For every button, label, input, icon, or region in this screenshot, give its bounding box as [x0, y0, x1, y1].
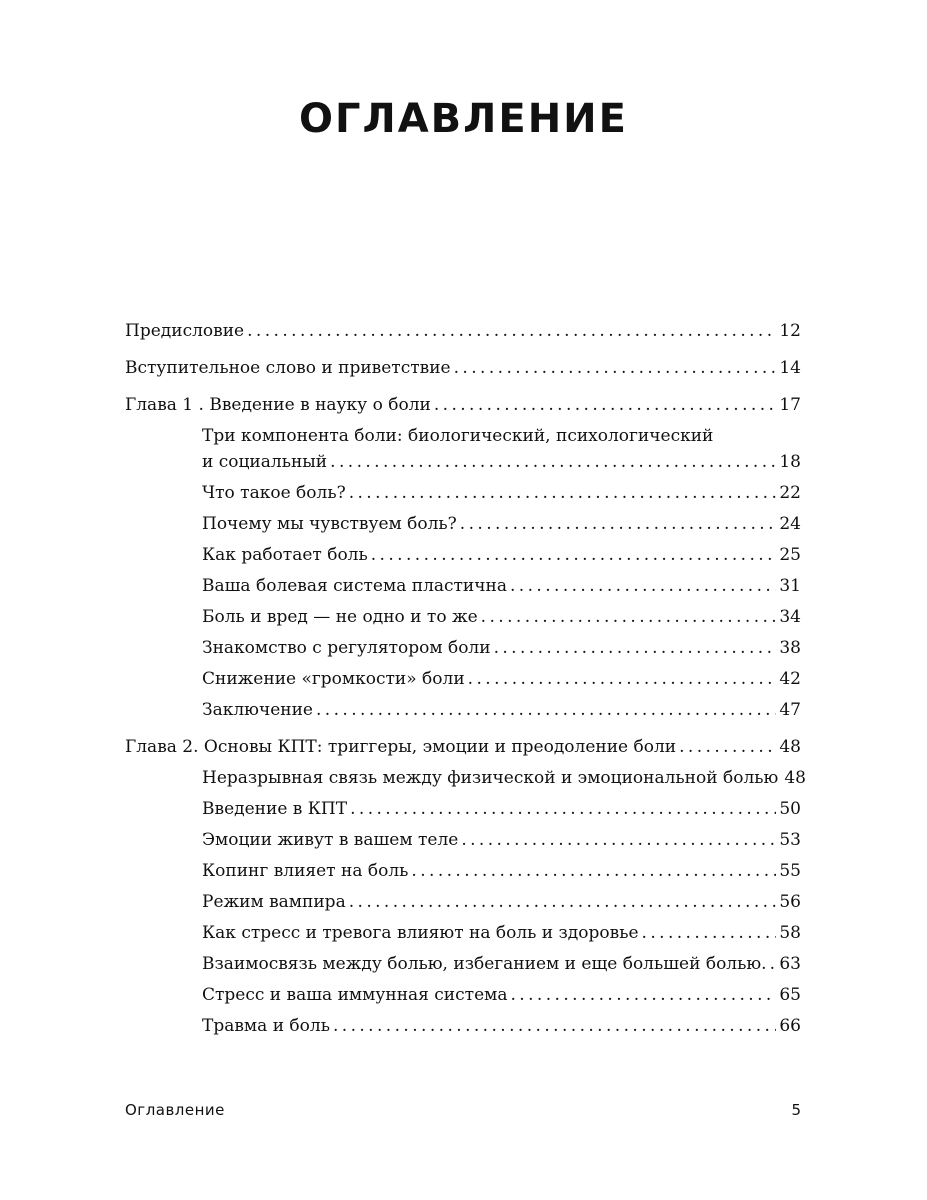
toc-entry[interactable] [125, 573, 801, 599]
toc-entry-page: 42 [779, 669, 801, 689]
toc-entry-page: 25 [779, 545, 801, 565]
dot-leader [770, 951, 777, 977]
toc-entry-page: 12 [779, 321, 801, 341]
toc-entry[interactable] [125, 765, 806, 791]
dot-leader [461, 827, 776, 853]
toc-entry[interactable] [125, 858, 801, 884]
toc-entry-text: Введение в КПТ [202, 799, 348, 819]
toc-entry-text: Эмоции живут в вашем теле [202, 830, 459, 850]
table-of-contents [125, 318, 806, 1039]
toc-entry-intro[interactable] [125, 355, 801, 381]
toc-entry-text: Копинг влияет на боль [202, 861, 409, 881]
running-footer-title: Оглавление [125, 1101, 225, 1119]
page-title: ОГЛАВЛЕНИЕ [299, 96, 628, 142]
dot-leader [481, 604, 777, 630]
toc-entry-page: 50 [779, 799, 801, 819]
toc-entry-chapter-2[interactable] [125, 734, 801, 760]
toc-entry-page: 22 [779, 483, 801, 503]
footer-page-number: 5 [791, 1101, 801, 1119]
toc-entry[interactable] [125, 1013, 801, 1039]
toc-entry-page: 58 [779, 923, 801, 943]
dot-leader [642, 920, 777, 946]
toc-entry-three-components[interactable] [125, 423, 801, 475]
toc-entry[interactable] [125, 542, 801, 568]
toc-entry-chapter-1[interactable] [125, 392, 801, 418]
toc-entry-text: Глава 1 . Введение в науку о боли [125, 395, 431, 415]
toc-entry[interactable] [125, 920, 801, 946]
toc-entry-text: и социальный [202, 452, 328, 472]
toc-entry-text: Как работает боль [202, 545, 368, 565]
toc-entry-text: Заключение [202, 700, 313, 720]
toc-entry[interactable] [125, 604, 801, 630]
toc-entry-text: Травма и боль [202, 1016, 330, 1036]
toc-entry[interactable] [125, 511, 801, 537]
dot-leader [349, 889, 777, 915]
toc-entry-text: Что такое боль? [202, 483, 346, 503]
dot-leader [434, 392, 777, 418]
dot-leader [679, 734, 776, 760]
toc-entry-page: 48 [779, 737, 801, 757]
dot-leader [316, 697, 776, 723]
dot-leader [350, 796, 776, 822]
toc-entry-page: 53 [779, 830, 801, 850]
toc-entry-text: Почему мы чувствуем боль? [202, 514, 457, 534]
toc-entry[interactable] [125, 889, 801, 915]
toc-entry-page: 56 [779, 892, 801, 912]
dot-leader [371, 542, 777, 568]
toc-entry-preface[interactable] [125, 318, 801, 344]
toc-entry-page: 55 [779, 861, 801, 881]
dot-leader [247, 318, 776, 344]
dot-leader [411, 858, 776, 884]
dot-leader [468, 666, 777, 692]
toc-entry-text: Предисловие [125, 321, 245, 341]
toc-entry[interactable] [125, 480, 801, 506]
toc-entry-text: Вступительное слово и приветствие [125, 358, 451, 378]
toc-entry-text: Ваша болевая система пластична [202, 576, 507, 596]
toc-entry-text: Стресс и ваша иммунная система [202, 985, 508, 1005]
toc-entry-page: 34 [779, 607, 801, 627]
toc-entry-text: Боль и вред — не одно и то же [202, 607, 478, 627]
toc-entry-text: Знакомство с регулятором боли [202, 638, 491, 658]
dot-leader [494, 635, 777, 661]
toc-entry-page: 66 [779, 1016, 801, 1036]
toc-entry[interactable] [125, 796, 801, 822]
toc-entry[interactable] [125, 697, 801, 723]
dot-leader [460, 511, 777, 537]
toc-entry[interactable] [125, 951, 801, 977]
dot-leader [510, 573, 776, 599]
toc-entry-page: 14 [779, 358, 801, 378]
toc-entry-text: Взаимосвязь между болью, избеганием и еще большей болью. [202, 954, 767, 974]
dot-leader [349, 480, 777, 506]
dot-leader [511, 982, 777, 1008]
toc-entry-page: 31 [779, 576, 801, 596]
dot-leader [333, 1013, 776, 1039]
toc-entry-text: Неразрывная связь между физической и эмоциональной болью [202, 768, 779, 788]
toc-entry-page: 48 [784, 768, 806, 788]
toc-entry-page: 47 [779, 700, 801, 720]
toc-entry[interactable] [125, 666, 801, 692]
toc-entry-text: Глава 2. Основы КПТ: триггеры, эмоции и преодоление боли [125, 737, 677, 757]
toc-entry-text-line-1: Три компонента боли: биологический, психологический [202, 426, 714, 446]
toc-entry[interactable] [125, 982, 801, 1008]
toc-entry-text: Режим вампира [202, 892, 346, 912]
toc-entry-page: 38 [779, 638, 801, 658]
toc-entry[interactable] [125, 827, 801, 853]
toc-entry-text: Как стресс и тревога влияют на боль и здоровье [202, 923, 639, 943]
toc-entry-page: 65 [779, 985, 801, 1005]
toc-entry-text: Снижение «громкости» боли [202, 669, 465, 689]
toc-entry-page: 18 [779, 452, 801, 472]
toc-entry-page: 24 [779, 514, 801, 534]
toc-entry[interactable] [125, 635, 801, 661]
dot-leader [330, 449, 776, 475]
toc-entry-page: 63 [779, 954, 801, 974]
toc-entry-page: 17 [779, 395, 801, 415]
dot-leader [454, 355, 777, 381]
